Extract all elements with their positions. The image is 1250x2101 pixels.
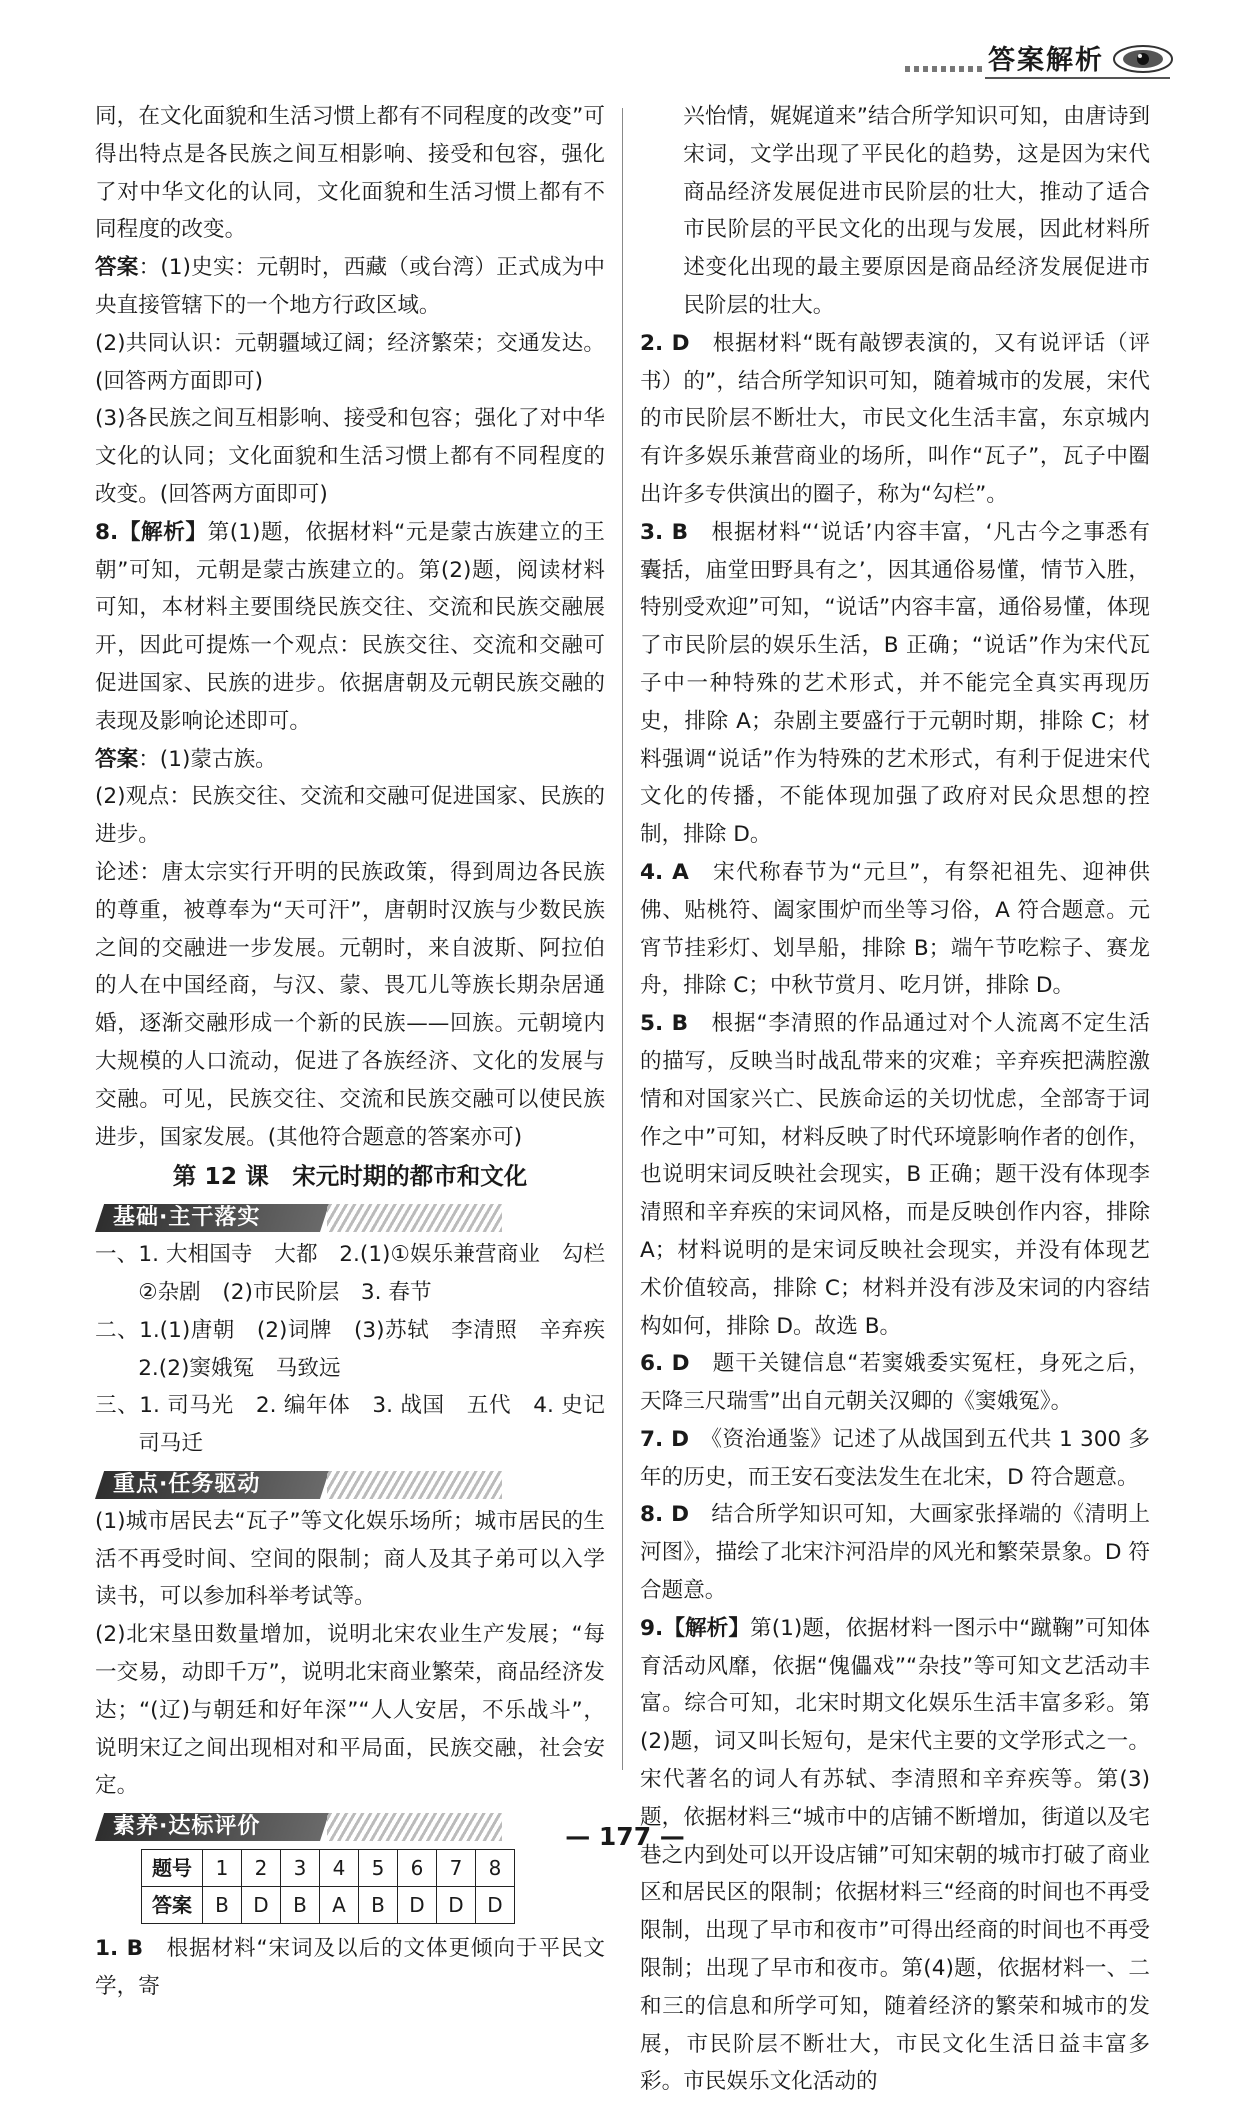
question-number: 6. D xyxy=(640,1351,690,1377)
answer-cell: B xyxy=(281,1887,320,1924)
q8-answer-3: 论述：唐太宗实行开明的民族政策，得到周边各民族的尊重，被尊奉为“天可汗”，唐朝时汉族与少数民族之间的交融进一步发展。元朝时，来自波斯、阿拉伯的人在中国经商，与汉、蒙、畏兀儿等族长期杂居通婚，逐渐交融形成一个新的民族——回族。元朝境内大规模的人口流动，促进了各族经济、文化的发展与交融。可见，民族交往、交流和民族交融可以使民族进步，国家发展。(其他符合题意的答案亦可) xyxy=(95,859,605,1150)
banner-title: 重点·任务驱动 xyxy=(113,1471,261,1497)
section-banner-basics xyxy=(95,1200,605,1234)
banner-title: 基础·主干落实 xyxy=(113,1205,261,1231)
eye-logo-icon xyxy=(1112,44,1174,74)
task-answer-1: (1)城市居民去“瓦子”等文化娱乐场所；城市居民的生活不再受时间、空间的限制；商人及其子弟可以入学读书，可以参加科举考试等。 xyxy=(95,1508,605,1610)
question-number: 1. B xyxy=(95,1936,144,1962)
explanation-text: 根据“李清照的作品通过对个人流离不定生活的描写，反映当时战乱带来的灾难；辛弃疾把满腔激情和对国家兴亡、民族命运的关切忧虑，全部寄于词作之中”可知，材料反映了时代环境影响作者的创作，也说明宋词反映社会现实，B 正确；题干没有体现李清照和辛弃疾的宋词风格，而是反映创作内容，排除 A；材料说明的是宋词反映社会现实，并没有体现艺术价值较高，排除 C；材料并没有涉及宋词的内容结构如何，排除 D。故选 B。 xyxy=(640,1011,1150,1339)
question-number: 8. D xyxy=(640,1502,690,1528)
q7-answer-2: (2)共同认识：元朝疆域辽阔；经济繁荣；交通发达。(回答两方面即可) xyxy=(95,330,605,394)
right-column xyxy=(640,98,1150,2101)
question-number: 8. xyxy=(95,519,119,545)
answer-cell: A xyxy=(320,1887,359,1924)
answer-cell: B xyxy=(203,1887,242,1924)
question-number: 7. D xyxy=(640,1426,690,1452)
q6-explanation xyxy=(640,1345,1150,1421)
q8-answer-2: (2)观点：民族交往、交流和交融可促进国家、民族的进步。 xyxy=(95,784,605,848)
banner-hatch xyxy=(327,1471,502,1499)
explanation-text: 根据材料“‘说话’内容丰富，‘凡古今之事悉有囊括，庙堂田野具有之’，因其通俗易懂，情节入胜，特别受欢迎”可知，“说话”内容丰富，通俗易懂，体现了市民阶层的娱乐生活，B 正确；“说话”作为宋代瓦子中一种特殊的艺术形式，并不能完全真实再现历史，排除 A；杂剧主要盛行于元朝时期，排除 C；材料强调“说话”作为特殊的艺术形式，有利于促进宋代文化的传播，不能体现加强了政府对民众思想的控制，排除 D。 xyxy=(640,519,1150,848)
basics-part-3: 三、1. 司马光 2. 编年体 3. 战国 五代 4. 史记 司马迁 xyxy=(95,1393,627,1457)
banner-title: 素养·达标评价 xyxy=(113,1814,261,1840)
q7-answer-1 xyxy=(95,249,605,325)
q7-answer-3: (3)各民族之间互相影响、接受和包容；强化了对中华文化的认同；文化面貌和生活习惯上都有不同程度的改变。(回答两方面即可) xyxy=(95,406,605,507)
question-number-cell: 1 xyxy=(203,1850,242,1887)
question-number-cell: 7 xyxy=(437,1850,476,1887)
answer-cell: D xyxy=(437,1887,476,1924)
header-rule xyxy=(985,77,1170,79)
q9-analysis xyxy=(640,1610,1150,2101)
explanation-text: 根据材料“宋词及以后的文体更倾向于平民文学，寄 xyxy=(95,1936,605,2000)
q7-analysis-continued: 同，在文化面貌和生活习惯上都有不同程度的改变”可得出特点是各民族之间互相影响、接受和包容，强化了对中华文化的认同，文化面貌和生活习惯上都有不同程度的改变。 xyxy=(95,104,605,243)
question-number-cell: 2 xyxy=(242,1850,281,1887)
row-label: 题号 xyxy=(142,1850,203,1887)
analysis-tag: 【解析】 xyxy=(118,519,208,545)
explanation-text: 题干关键信息“若窦娥委实冤枉，身死之后，天降三尺瑞雪”出自元朝关汉卿的《窦娥冤》。 xyxy=(640,1351,1150,1415)
column-divider xyxy=(622,108,623,1770)
answer-label: 答案 xyxy=(95,746,139,772)
header-title: 答案解析 xyxy=(988,45,1104,76)
answer-cell: D xyxy=(398,1887,437,1924)
question-number-cell: 4 xyxy=(320,1850,359,1887)
question-number: 3. B xyxy=(640,519,689,545)
explanation-text: 《资治通鉴》记述了从战国到五代共 1 300 多年的历史，而王安石变法发生在北宋，D 符合题意。 xyxy=(640,1426,1150,1490)
q8-explanation xyxy=(640,1496,1150,1609)
basics-part-1: 一、1. 大相国寺 大都 2.(1)①娱乐兼营商业 勾栏 ②杂剧 (2)市民阶层 3. 春节 xyxy=(95,1242,627,1305)
banner-hatch xyxy=(327,1204,502,1232)
answer-cell: B xyxy=(359,1887,398,1924)
question-number: 4. A xyxy=(640,859,689,885)
answer-text: ：(1)蒙古族。 xyxy=(138,746,277,772)
question-number: 2. D xyxy=(640,330,690,356)
q2-explanation xyxy=(640,325,1150,514)
explanation-text: 宋代称春节为“元旦”，有祭祀祖先、迎神供佛、贴桃符、阖家围炉而坐等习俗，A 符合题意。元宵节挂彩灯、划旱船，排除 B；端午节吃粽子、赛龙舟，排除 C；中秋节赏月、吃月饼，排除 D。 xyxy=(640,859,1150,999)
question-number-cell: 8 xyxy=(476,1850,515,1887)
question-number: 9. xyxy=(640,1615,664,1641)
page-number: — 177 — xyxy=(565,1822,685,1851)
q8-answer-1 xyxy=(95,741,605,779)
q8-analysis xyxy=(95,514,605,741)
header-dots xyxy=(905,66,985,72)
table-row-numbers xyxy=(142,1850,515,1887)
lesson-title: 第 12 课 宋元时期的都市和文化 xyxy=(172,1162,528,1191)
table-row-answers xyxy=(142,1887,515,1924)
question-number-cell: 6 xyxy=(398,1850,437,1887)
analysis-text: 第(1)题，依据材料一图示中“蹴鞠”可知体育活动风靡，依据“傀儡戏”“杂技”等可知文艺活动丰富。综合可知，北宋时期文化娱乐生活丰富多彩。第(2)题，词又叫长短句，是宋代主要的文学形式之一。宋代著名的词人有苏轼、李清照和辛弃疾等。第(3)题，依据材料三“城市中的店铺不断增加，街道以及宅巷之内到处可以开设店铺”可知宋朝的城市打破了商业区和居民区的限制；依据材料三“经商的时间也不再受限制，出现了早市和夜市”可得出经商的时间也不再受限制；出现了早市和夜市。第(4)题，依据材料一、二和三的信息和所学可知，随着经济的繁荣和城市的发展，市民阶层不断壮大，市民文化生活日益丰富多彩。市民娱乐文化活动的 xyxy=(640,1615,1150,2095)
q5-explanation xyxy=(640,1005,1150,1345)
explanation-text: 结合所学知识可知，大画家张择端的《清明上河图》，描绘了北宋汴河沿岸的风光和繁荣景象。D 符合题意。 xyxy=(640,1502,1150,1604)
answer-text: ：(1)史实：元朝时，西藏（或台湾）正式成为中央直接管辖下的一个地方行政区域。 xyxy=(95,255,605,318)
answer-cell: D xyxy=(476,1887,515,1924)
analysis-tag: 【解析】 xyxy=(663,1615,751,1641)
question-number-cell: 3 xyxy=(281,1850,320,1887)
task-answer-2: (2)北宋垦田数量增加，说明北宋农业生产发展；“每一交易，动即千万”，说明北宋商业繁荣，商品经济发达；“(辽)与朝廷和好年深”“人人安居，不乐战斗”，说明宋辽之间出现相对和平局面，民族交融，社会安定。 xyxy=(95,1622,605,1799)
page-header xyxy=(0,36,1250,86)
question-number: 5. B xyxy=(640,1011,689,1037)
analysis-text: 第(1)题，依据材料“元是蒙古族建立的王朝”可知，元朝是蒙古族建立的。第(2)题，阅读材料可知，本材料主要围绕民族交往、交流和民族交融展开，因此可提炼一个观点：民族交往、交流和交融可促进国家、民族的进步。依据唐朝及元朝民族交融的表现及影响论述即可。 xyxy=(95,519,605,734)
q3-explanation xyxy=(640,514,1150,854)
section-banner-tasks xyxy=(95,1467,605,1501)
answer-table xyxy=(141,1849,515,1924)
row-label: 答案 xyxy=(142,1887,203,1924)
answer-label: 答案 xyxy=(95,255,139,281)
q1-explanation xyxy=(95,1930,605,2006)
question-number-cell: 5 xyxy=(359,1850,398,1887)
explanation-text: 根据材料“既有敲锣表演的，又有说评话（评书）的”，结合所学知识可知，随着城市的发展，宋代的市民阶层不断壮大，市民文化生活丰富，东京城内有许多娱乐兼营商业的场所，叫作“瓦子”，瓦子中圈出许多专供演出的圈子，称为“勾栏”。 xyxy=(640,330,1150,507)
q4-explanation xyxy=(640,854,1150,1005)
q1-explanation-continued: 兴怡情，娓娓道来”结合所学知识可知，由唐诗到宋词，文学出现了平民化的趋势，这是因为宋代商品经济发展促进市民阶层的壮大，推动了适合市民阶层的平民文化的出现与发展，因此材料所述变化出现的最主要原因是商品经济发展促进市民阶层的壮大。 xyxy=(683,104,1150,318)
q7-explanation xyxy=(640,1421,1150,1497)
answer-cell: D xyxy=(242,1887,281,1924)
basics-part-2: 二、1.(1)唐朝 (2)词牌 (3)苏轼 李清照 辛弃疾 2.(2)窦娥冤 马致远 xyxy=(95,1317,627,1381)
